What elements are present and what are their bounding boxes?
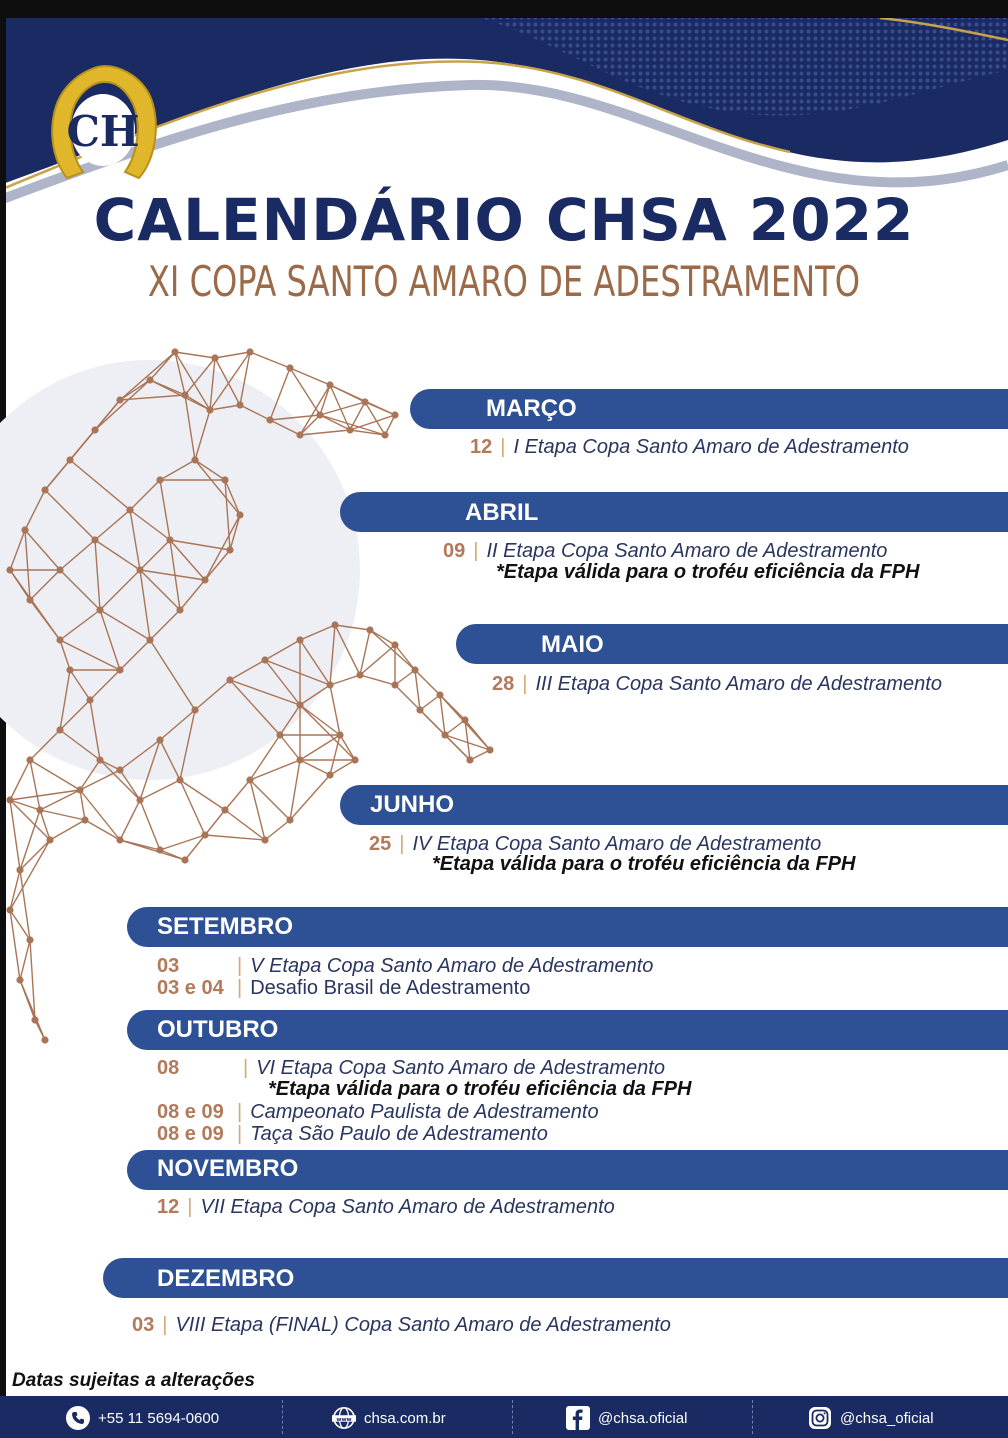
horse-network-line xyxy=(85,820,120,840)
event-row xyxy=(157,977,530,1000)
event-date: 09 xyxy=(443,540,466,562)
event-row xyxy=(470,436,909,459)
event-separator: | xyxy=(500,436,506,458)
event-separator: | xyxy=(162,1314,168,1336)
footer-facebook[interactable] xyxy=(566,1405,687,1431)
horse-network-node xyxy=(146,376,153,383)
horse-network-node xyxy=(116,396,123,403)
horse-network-node xyxy=(96,756,103,763)
month-label-marco: MARÇO xyxy=(486,395,577,422)
month-label-setembro: SETEMBRO xyxy=(157,913,294,940)
event-date: 08 e 09 xyxy=(157,1101,224,1123)
horse-network-line xyxy=(215,352,250,358)
footer-instagram-text: @chsa_oficial xyxy=(840,1409,934,1427)
horse-network-node xyxy=(441,731,448,738)
event-separator: | xyxy=(473,540,479,562)
horse-network-node xyxy=(436,691,443,698)
horse-network-line xyxy=(420,710,445,735)
horse-network-node xyxy=(336,731,343,738)
event-row xyxy=(157,1123,548,1146)
horse-network-line xyxy=(300,705,340,735)
horse-network-node xyxy=(116,766,123,773)
horse-network-node xyxy=(181,391,188,398)
horse-network-node xyxy=(56,566,63,573)
horse-network-node xyxy=(236,401,243,408)
horse-network-line xyxy=(350,430,385,435)
horse-network-line xyxy=(300,760,330,775)
horse-network-node xyxy=(286,816,293,823)
footer-instagram[interactable] xyxy=(808,1405,934,1431)
horse-network-node xyxy=(356,671,363,678)
horse-network-line xyxy=(415,670,420,710)
horse-network-node xyxy=(391,641,398,648)
event-separator: | xyxy=(237,977,243,999)
horse-network-line xyxy=(330,675,360,685)
horse-network-node xyxy=(21,526,28,533)
horse-network-node xyxy=(351,756,358,763)
event-row xyxy=(157,1057,665,1080)
horse-network-node xyxy=(296,701,303,708)
event-date: 03 e 04 xyxy=(157,977,224,999)
horse-network-node xyxy=(6,566,13,573)
horse-network-node xyxy=(91,536,98,543)
horse-network-line xyxy=(10,800,20,870)
svg-text:www: www xyxy=(336,1416,352,1423)
horse-network-line xyxy=(250,352,290,368)
horse-network-line xyxy=(265,820,290,840)
horse-network-line xyxy=(20,810,40,870)
horse-network-node xyxy=(326,681,333,688)
horse-network-node xyxy=(41,486,48,493)
horse-network-line xyxy=(395,645,415,670)
horse-network-node xyxy=(261,836,268,843)
horse-network-node xyxy=(326,381,333,388)
event-title: V Etapa Copa Santo Amaro de Adestramento xyxy=(250,955,654,977)
month-bar-abril xyxy=(340,492,1008,532)
horse-network-node xyxy=(56,726,63,733)
horse-network-line xyxy=(10,870,20,910)
event-title: I Etapa Copa Santo Amaro de Adestramento xyxy=(513,436,909,458)
month-label-dezembro: DEZEMBRO xyxy=(157,1265,295,1292)
svg-text:CH: CH xyxy=(66,107,140,156)
event-note: *Etapa válida para o troféu eficiência da FPH xyxy=(268,1078,692,1100)
event-title: II Etapa Copa Santo Amaro de Adestramento xyxy=(486,540,888,562)
horse-network-node xyxy=(266,416,273,423)
event-row xyxy=(157,1196,615,1219)
horse-network-node xyxy=(146,636,153,643)
horse-network-node xyxy=(156,476,163,483)
horse-network-node xyxy=(326,771,333,778)
horse-network-node xyxy=(346,426,353,433)
horse-network-node xyxy=(176,606,183,613)
horse-network-node xyxy=(171,348,178,355)
event-date: 03 xyxy=(157,955,180,977)
horse-network-line xyxy=(360,675,395,685)
event-row xyxy=(157,1101,599,1124)
horse-network-line xyxy=(370,630,415,670)
event-title: Desafio Brasil de Adestramento xyxy=(250,977,531,999)
horse-network-line xyxy=(440,695,445,735)
horse-network-node xyxy=(31,1016,38,1023)
horse-network-node xyxy=(81,816,88,823)
month-label-novembro: NOVEMBRO xyxy=(157,1155,299,1182)
month-label-junho: JUNHO xyxy=(370,791,455,818)
horse-network-node xyxy=(361,398,368,405)
horse-network-line xyxy=(140,800,160,850)
event-separator: | xyxy=(237,1101,243,1123)
horse-network-line xyxy=(30,760,40,810)
event-title: VII Etapa Copa Santo Amaro de Adestramento xyxy=(200,1196,615,1218)
event-date: 28 xyxy=(492,673,515,695)
footer-phone[interactable] xyxy=(66,1405,219,1431)
horse-network-node xyxy=(46,836,53,843)
event-date: 08 xyxy=(157,1057,180,1079)
horse-network-node xyxy=(296,431,303,438)
horse-network-node xyxy=(461,716,468,723)
horse-network-line xyxy=(415,670,440,695)
horse-network-node xyxy=(136,796,143,803)
footer-website-text: chsa.com.br xyxy=(364,1409,446,1427)
horse-network-node xyxy=(381,431,388,438)
horse-network-line xyxy=(420,695,440,710)
month-label-maio: MAIO xyxy=(541,631,604,658)
horse-network-node xyxy=(486,746,493,753)
horse-network-node xyxy=(26,756,33,763)
horse-network-node xyxy=(391,411,398,418)
horse-network-line xyxy=(395,670,415,685)
horse-network-node xyxy=(226,676,233,683)
horse-network-line xyxy=(445,720,465,735)
event-separator: | xyxy=(243,1057,249,1079)
event-title: IV Etapa Copa Santo Amaro de Adestramento xyxy=(412,833,822,855)
event-date: 12 xyxy=(470,436,493,458)
horse-network-node xyxy=(416,706,423,713)
horse-network-node xyxy=(221,476,228,483)
horse-network-line xyxy=(80,790,120,840)
horse-network-node xyxy=(156,846,163,853)
event-date: 08 e 09 xyxy=(157,1123,224,1145)
horse-network-node xyxy=(191,706,198,713)
footer-phone-text: +55 11 5694-0600 xyxy=(98,1409,220,1427)
footer-divider xyxy=(282,1400,283,1434)
footer-divider xyxy=(752,1400,753,1434)
horse-network-node xyxy=(316,411,323,418)
horse-network-node xyxy=(246,348,253,355)
disclaimer-text: Datas sujeitas a alterações xyxy=(12,1370,255,1391)
event-separator: | xyxy=(237,1123,243,1145)
horse-network-node xyxy=(16,976,23,983)
horse-network-node xyxy=(331,621,338,628)
horse-network-node xyxy=(201,831,208,838)
horse-network-node xyxy=(41,1036,48,1043)
horse-network-node xyxy=(91,426,98,433)
horse-network-line xyxy=(20,940,30,980)
horse-network-node xyxy=(286,364,293,371)
event-title: III Etapa Copa Santo Amaro de Adestramento xyxy=(535,673,942,695)
horse-network-node xyxy=(411,666,418,673)
horse-network-node xyxy=(36,806,43,813)
horse-network-line xyxy=(300,705,355,760)
horse-network-node xyxy=(66,456,73,463)
horse-network-node xyxy=(86,696,93,703)
horse-network-illustration xyxy=(0,340,520,1060)
horse-network-line xyxy=(225,780,250,810)
horse-network-node xyxy=(391,681,398,688)
horse-network-node xyxy=(246,776,253,783)
horse-network-node xyxy=(191,456,198,463)
horse-network-line xyxy=(40,810,85,820)
horse-network-node xyxy=(296,636,303,643)
horse-network-node xyxy=(16,866,23,873)
event-date: 03 xyxy=(132,1314,155,1336)
event-separator: | xyxy=(237,955,243,977)
horse-network-line xyxy=(330,685,340,735)
page-title: CALENDÁRIO CHSA 2022 xyxy=(93,186,915,254)
horse-network-line xyxy=(10,760,30,800)
event-row xyxy=(157,955,653,978)
event-note: *Etapa válida para o troféu eficiência da FPH xyxy=(432,853,856,875)
horse-network-node xyxy=(76,786,83,793)
event-row xyxy=(443,540,887,563)
horse-network-node xyxy=(261,656,268,663)
horse-network-line xyxy=(395,685,420,710)
event-row xyxy=(492,673,942,696)
month-label-abril: ABRIL xyxy=(465,499,539,526)
horse-network-line xyxy=(205,835,265,840)
horse-network-node xyxy=(211,354,218,361)
frame-top-border xyxy=(0,0,1008,18)
phone-icon xyxy=(66,1406,90,1430)
horse-network-line xyxy=(50,820,85,840)
event-title: VIII Etapa (FINAL) Copa Santo Amaro de Adestramento xyxy=(175,1314,671,1336)
horse-network-node xyxy=(26,936,33,943)
horse-network-line xyxy=(10,840,50,910)
horse-network-node xyxy=(166,536,173,543)
horse-network-node xyxy=(221,806,228,813)
horse-network-node xyxy=(296,756,303,763)
event-separator: | xyxy=(399,833,405,855)
horse-network-node xyxy=(116,666,123,673)
month-bar-maio xyxy=(456,624,1008,664)
horse-network-node xyxy=(56,636,63,643)
horse-network-node xyxy=(6,796,13,803)
event-separator: | xyxy=(522,673,528,695)
horse-network-node xyxy=(96,606,103,613)
footer-divider xyxy=(512,1400,513,1434)
event-date: 25 xyxy=(369,833,392,855)
horse-network-node xyxy=(366,626,373,633)
contact-footer xyxy=(0,1396,1008,1438)
month-label-outubro: OUTUBRO xyxy=(157,1016,279,1043)
horse-network-node xyxy=(181,856,188,863)
horse-network-line xyxy=(120,840,160,850)
footer-website[interactable] xyxy=(332,1405,446,1431)
horse-network-line xyxy=(10,910,20,980)
horse-network-node xyxy=(116,836,123,843)
event-separator: | xyxy=(187,1196,193,1218)
horse-network-node xyxy=(126,506,133,513)
event-title: Taça São Paulo de Adestramento xyxy=(250,1123,548,1145)
footer-facebook-text: @chsa.oficial xyxy=(598,1409,688,1427)
globe-icon xyxy=(332,1406,356,1430)
horse-network-line xyxy=(280,735,300,760)
horse-network-node xyxy=(206,406,213,413)
horse-network-line xyxy=(250,780,290,820)
horse-network-node xyxy=(136,566,143,573)
horse-network-node xyxy=(26,596,33,603)
horse-network-line xyxy=(175,352,215,358)
chsa-horseshoe-logo xyxy=(45,60,160,185)
instagram-icon xyxy=(808,1406,832,1430)
horse-network-line xyxy=(300,385,330,435)
horse-network-node xyxy=(466,756,473,763)
event-date: 12 xyxy=(157,1196,180,1218)
horse-network-line xyxy=(20,870,30,940)
horse-network-node xyxy=(201,576,208,583)
event-title: VI Etapa Copa Santo Amaro de Adestramento xyxy=(256,1057,665,1079)
event-note: *Etapa válida para o troféu eficiência da FPH xyxy=(496,561,920,583)
horse-network-node xyxy=(6,906,13,913)
horse-network-node xyxy=(156,736,163,743)
horse-network-node xyxy=(276,731,283,738)
facebook-icon xyxy=(566,1406,590,1430)
event-title: Campeonato Paulista de Adestramento xyxy=(250,1101,599,1123)
horse-network-node xyxy=(66,666,73,673)
horse-network-node xyxy=(176,776,183,783)
event-row xyxy=(132,1314,671,1337)
page-subtitle: XI COPA SANTO AMARO DE ADESTRAMENTO xyxy=(147,257,861,306)
horse-network-node xyxy=(236,511,243,518)
horse-network-node xyxy=(226,546,233,553)
horse-network-line xyxy=(370,630,395,645)
horse-network-line xyxy=(120,800,140,840)
